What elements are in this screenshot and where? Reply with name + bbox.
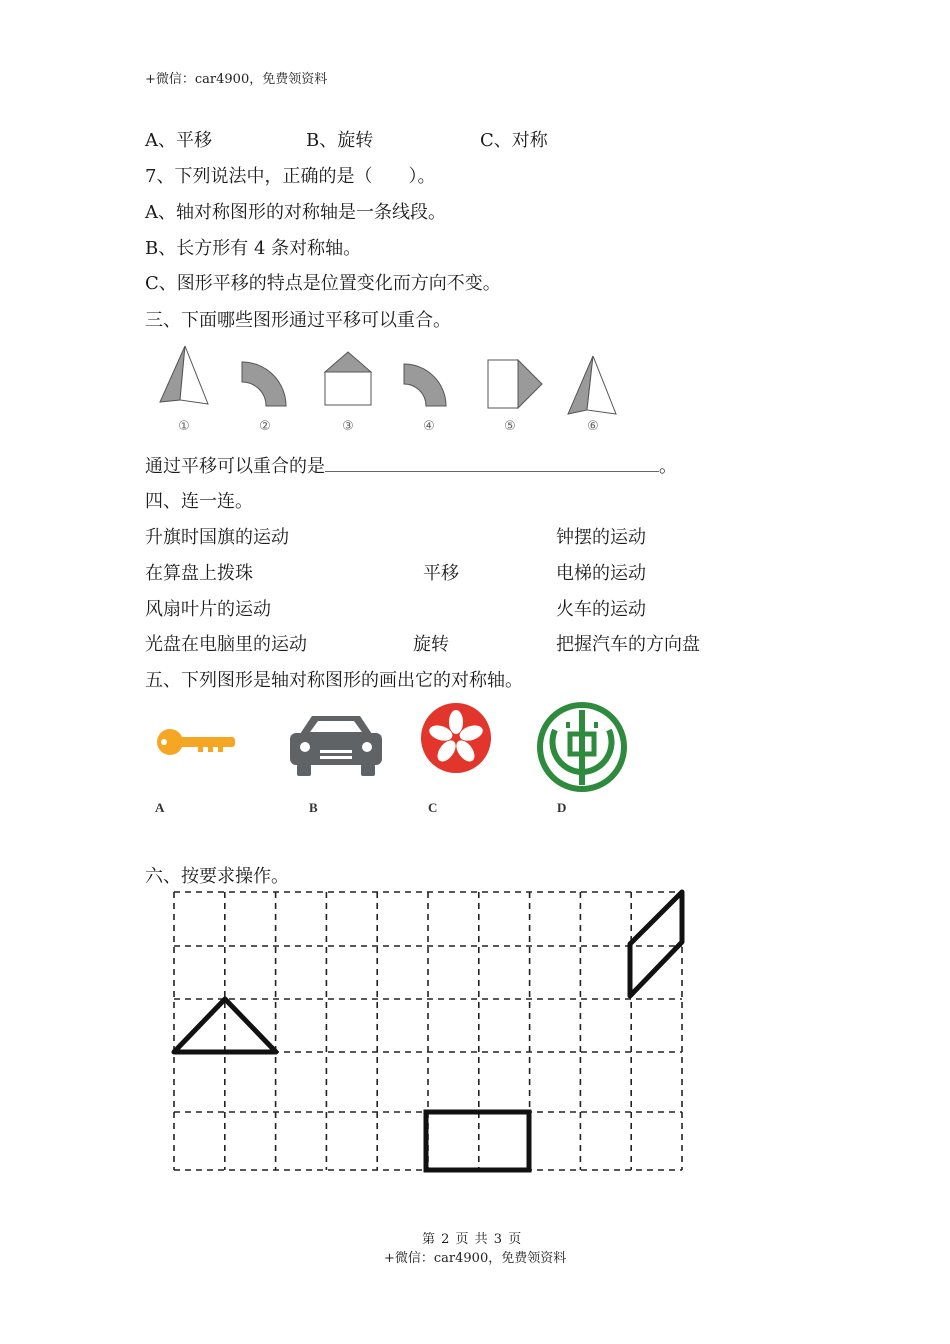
answer-suffix: 。 bbox=[659, 456, 677, 477]
figure-label-b: B bbox=[309, 800, 318, 815]
bank-logo-icon bbox=[540, 705, 624, 789]
symmetry-figures bbox=[140, 700, 660, 825]
page-number: 第 2 页 共 3 页 bbox=[422, 1232, 523, 1247]
figure-label-3: ③ bbox=[342, 419, 354, 434]
figure-label-1: ① bbox=[178, 419, 190, 434]
parallelogram-shape bbox=[630, 892, 682, 996]
answer-prefix: 通过平移可以重合的是 bbox=[145, 456, 325, 477]
rectangle-shape bbox=[426, 1112, 529, 1170]
header-watermark: +微信：car4900，免费领资料 bbox=[145, 72, 328, 87]
match-left-2[interactable]: 在算盘上拨珠 bbox=[145, 563, 253, 584]
figure-label-6: ⑥ bbox=[587, 419, 599, 434]
figure-label-4: ④ bbox=[423, 419, 435, 434]
match-right-2[interactable]: 电梯的运动 bbox=[556, 563, 646, 584]
option-a: A、平移 bbox=[145, 130, 212, 151]
footer-watermark: +微信：car4900，免费领资料 bbox=[384, 1251, 567, 1266]
match-right-3[interactable]: 火车的运动 bbox=[556, 599, 646, 620]
translation-figures bbox=[150, 340, 630, 440]
section-6-title: 六、按要求操作。 bbox=[145, 866, 289, 887]
figure-label-d: D bbox=[557, 800, 567, 815]
match-right-4[interactable]: 把握汽车的方向盘 bbox=[556, 634, 700, 655]
option-c: C、对称 bbox=[480, 130, 548, 151]
q7-option-c: C、图形平移的特点是位置变化而方向不变。 bbox=[145, 273, 501, 294]
match-left-4[interactable]: 光盘在电脑里的运动 bbox=[145, 634, 307, 655]
figure-5 bbox=[488, 360, 542, 408]
section-3-answer bbox=[145, 452, 677, 478]
match-left-3[interactable]: 风扇叶片的运动 bbox=[145, 599, 271, 620]
option-b: B、旋转 bbox=[306, 130, 374, 151]
question-7: 7、下列说法中，正确的是（ ）。 bbox=[145, 166, 436, 187]
figure-label-5: ⑤ bbox=[504, 419, 516, 434]
q7-option-a: A、轴对称图形的对称轴是一条线段。 bbox=[145, 202, 446, 223]
key-icon bbox=[157, 729, 235, 755]
match-middle-translation[interactable]: 平移 bbox=[423, 563, 459, 584]
dashed-grid[interactable] bbox=[160, 884, 700, 1184]
figure-label-2: ② bbox=[259, 419, 271, 434]
match-right-1[interactable]: 钟摆的运动 bbox=[556, 527, 646, 548]
match-middle-rotation[interactable]: 旋转 bbox=[413, 634, 449, 655]
figure-label-a: A bbox=[155, 800, 165, 815]
figure-2 bbox=[242, 362, 286, 406]
figure-6 bbox=[568, 356, 616, 414]
match-left-1[interactable]: 升旗时国旗的运动 bbox=[145, 527, 289, 548]
figure-3 bbox=[325, 352, 371, 405]
figure-label-c: C bbox=[428, 800, 438, 815]
answer-blank[interactable] bbox=[325, 455, 659, 472]
figure-4 bbox=[404, 364, 446, 406]
section-3-title: 三、下面哪些图形通过平移可以重合。 bbox=[145, 310, 451, 331]
bauhinia-icon bbox=[421, 703, 491, 773]
section-5-title: 五、下列图形是轴对称图形的画出它的对称轴。 bbox=[145, 670, 523, 691]
car-icon bbox=[290, 716, 382, 776]
figure-1 bbox=[160, 346, 208, 404]
q7-option-b: B、长方形有 4 条对称轴。 bbox=[145, 238, 362, 259]
section-4-title: 四、连一连。 bbox=[145, 491, 253, 512]
